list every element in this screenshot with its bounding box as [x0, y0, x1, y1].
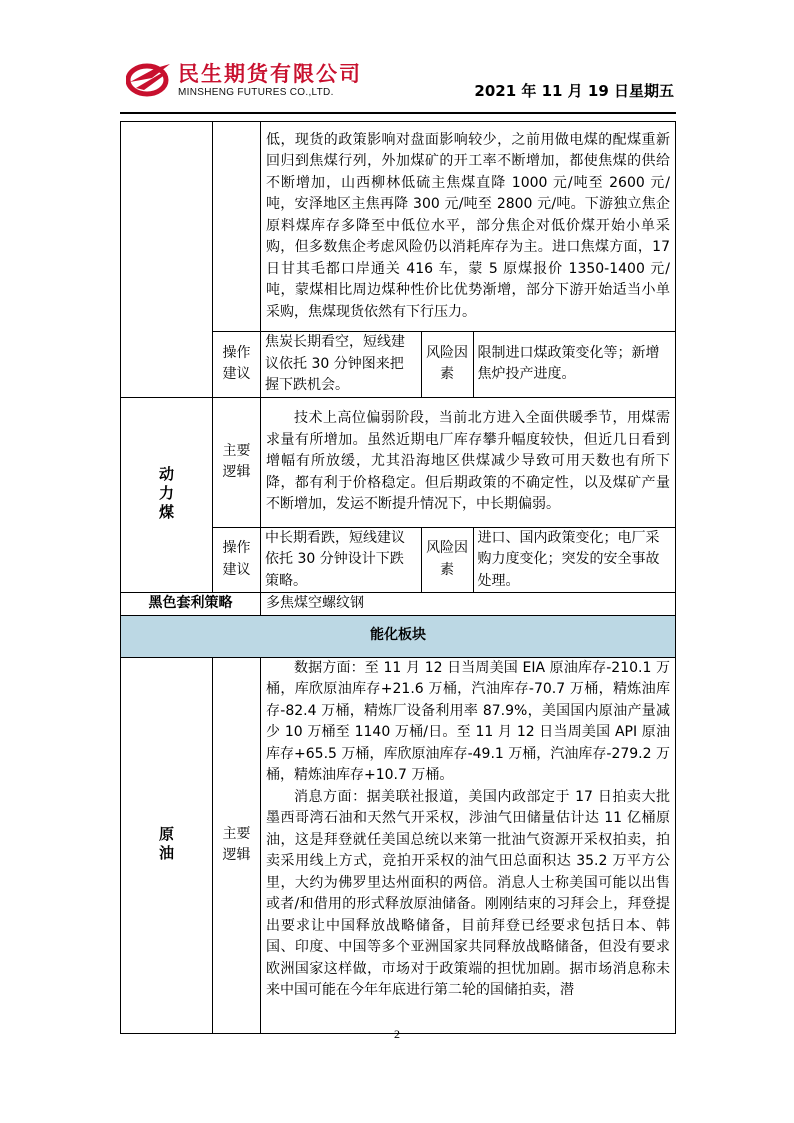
thermal-risk-label: 风险因素 — [421, 528, 473, 593]
report-date: 2021 年 11 月 19 日星期五 — [474, 82, 674, 100]
page-number: 2 — [394, 1027, 400, 1041]
crude-logic-label: 主要逻辑 — [213, 657, 261, 1033]
company-logo — [126, 56, 366, 102]
thermal-logic-label: 主要逻辑 — [213, 397, 261, 527]
table-row — [121, 615, 676, 657]
coke-op-risk-cell — [261, 332, 676, 398]
crude-news-paragraph: 消息方面：据美联社报道，美国内政部定于 17 日拍卖大批墨西哥湾石油和天然气开采权，涉油气田储量估计达 11 亿桶原油，这是拜登就任美国总统以来第一批油气资源开采权拍卖，拍卖采用线上方式，竞拍开采权的油气田总面积达 35.2 万平方公里，大约为佛罗里达州面积的两倍。消息人士称美国可能以出售或者/和借用的形式释放原油储备。刚刚结束的习拜会上，拜登提出要求让中国释放战略储备，目前拜登已经要求包括日本、韩国、印度、中国等多个亚洲国家共同释放战略储备，但没有要求欧洲国家这样做，市场对于政策端的担忧加剧。据市场消息称未来中国可能在今年年底进行第二轮的国储拍卖，潜 — [266, 788, 670, 998]
company-name-cn: 民生期货有限公司 — [178, 62, 362, 86]
thermal-op-label: 操作建议 — [213, 527, 261, 593]
arbitrage-label: 黑色套利策略 — [121, 593, 261, 616]
category-cell-thermal-coal: 动力煤 — [121, 397, 213, 593]
section-title: 能化板块 — [121, 615, 676, 657]
page-header — [120, 52, 676, 112]
arbitrage-text: 多焦煤空螺纹钢 — [261, 593, 676, 616]
category-cell-crude-oil: 原油 — [121, 657, 213, 1033]
coke-risk-text: 限制进口煤政策变化等；新增焦炉投产进度。 — [477, 344, 660, 383]
table-row — [121, 397, 676, 527]
table-row — [121, 122, 676, 332]
crude-logic-cell — [261, 657, 676, 1033]
table-row — [121, 593, 676, 616]
thermal-risk-text: 进口、国内政策变化；电厂采购力度变化；突发的安全事故处理。 — [477, 529, 660, 589]
table-row — [121, 657, 676, 1033]
coke-op-text: 焦炭长期看空，短线建议依托 30 分钟图来把握下跌机会。 — [265, 334, 405, 393]
category-cell-coke — [121, 122, 213, 398]
coke-risk-label: 风险因素 — [421, 332, 473, 397]
thermal-logic-text: 技术上高位偏弱阶段，当前北方进入全面供暖季节，用煤需求量有所增加。虽然近期电厂库存攀升幅度较快，但近几日看到增幅有所放缓，尤其沿海地区供煤减少导致可用天数也有所下降，都有利于价格稳定。但后期政策的不确定性，以及煤矿产量不断增加，发运不断提升情况下，中长期偏弱。 — [261, 397, 676, 527]
coke-logic-text: 低，现货的政策影响对盘面影响较少，之前用做电煤的配煤重新回归到焦煤行列，外加煤矿的开工率不断增加，都使焦煤的供给不断增加，山西柳林低硫主焦煤直降 1000 元/吨至 2600 元/吨，安泽地区主焦再降 300 元/吨至 2800 元/吨。下游独立焦企原料煤库存多降至中低位水平，部分焦企对低价煤开始小单采购，但多数焦企考虑风险仍以消耗库存为主。进口焦煤方面，17 日甘其毛都口岸通关 416 车，蒙 5 原煤报价 1350-1400 元/吨，蒙煤相比周边煤种性价比优势渐增，部分下游开始适当小单采购，焦煤现货依然有下行压力。 — [261, 122, 676, 332]
company-name-en: MINSHENG FUTURES CO.,LTD. — [178, 87, 334, 98]
strategy-table — [120, 121, 676, 1034]
header-divider — [120, 112, 676, 114]
logic-label-cell — [213, 122, 261, 332]
thermal-op-text: 中长期看跌，短线建议依托 30 分钟设计下跌策略。 — [265, 529, 405, 589]
crude-data-paragraph: 数据方面：至 11 月 12 日当周美国 EIA 原油库存-210.1 万桶，库欣原油库存+21.6 万桶，汽油库存-70.7 万桶，精炼油库存-82.4 万桶，精炼厂设备利用率 87.9%，美国国内原油产量减少 10 万桶至 1140 万桶/日。至 11 月 12 日当周美国 API 原油库存+65.5 万桶，库欣原油库存-49.1 万桶，汽油库存-279.2 万桶，精炼油库存+10.7 万桶。 — [266, 659, 670, 783]
coke-op-label: 操作建议 — [213, 332, 261, 398]
minsheng-logo-icon — [126, 58, 172, 98]
thermal-op-risk-cell — [261, 527, 676, 593]
